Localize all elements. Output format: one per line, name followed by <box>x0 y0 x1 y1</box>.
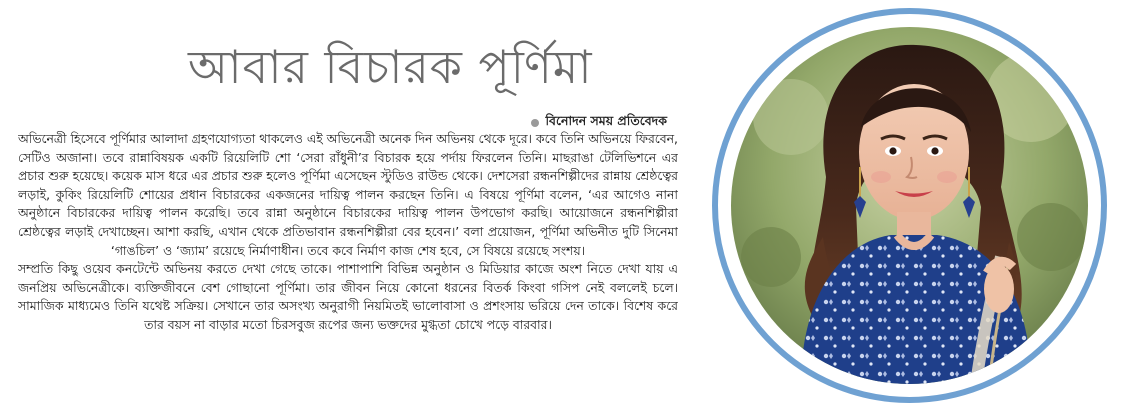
article-paragraph-2: সম্প্রতি কিছু ওয়েব কনটেন্টে অভিনয় করতে দেখা গেছে তাকে। পাশাপাশি বিভিন্ন অনুষ্ঠান ও মিডিয়ার কাজে অংশ নিতে দেখা যায় এ জনপ্রিয় অভিনেত্রীকে। ব্যক্তিজীবনে বেশ গোছানো পূর্ণিমা। তার জীবন নিয়ে কোনো ধরনের বিতর্ক কিংবা গসিপ নেই বললেই চলে। সামাজিক মাধ্যমেও তিনি যথেষ্ট সক্রিয়। সেখানে তার অসংখ্য অনুরাগী নিয়মিতই ভালোবাসা ও প্রশংসায় ভরিয়ে দেন তাকে। বিশেষ করে তার বয়স না বাড়ার মতো চিরসবুজ রূপের জন্য ভক্তদের মুগ্ধতা চোখে পড়ে বারবার। <box>18 261 678 332</box>
headline: আবার বিচারক পূর্ণিমা <box>188 40 593 94</box>
portrait-illustration <box>731 27 1088 384</box>
photo-frame <box>712 8 1107 403</box>
bullet-icon <box>531 119 539 127</box>
portrait-photo <box>731 27 1088 384</box>
article-body <box>18 130 678 392</box>
article-paragraph-1: অভিনেত্রী হিসেবে পূর্ণিমার আলাদা গ্রহণযোগ্যতা থাকলেও এই অভিনেত্রী অনেক দিন অভিনয় থেকে দূরে। কবে তিনি অভিনয়ে ফিরবেন, সেটিও অজানা। তবে রান্নাবিষয়ক একটি রিয়েলিটি শো ‘সেরা রাঁধুনী’র বিচারক হয়ে পর্দায় ফিরলেন তিনি। মাছরাঙা টেলিভিশনে এর প্রচার শুরু হয়েছে। কয়েক মাস ধরে এর প্রচার শুরু হলেও পূর্ণিমা এসেছেন স্টুডিও রাউন্ড থেকে। দেশসেরা রন্ধনশিল্পীদের রান্নায় শ্রেষ্ঠত্বের লড়াই, কুকিং রিয়েলিটি শোয়ের প্রধান বিচারকের একজনের দায়িত্ব পালন করছেন তিনি। এ বিষয়ে পূর্ণিমা বলেন, ‘এর আগেও নানা অনুষ্ঠানে বিচারকের দায়িত্ব পালন করেছি। তবে রান্না অনুষ্ঠানে বিচারকের দায়িত্ব পালন উপভোগ করছি। আয়োজনে রন্ধনশিল্পীরা শ্রেষ্ঠত্বের লড়াই দেখাচ্ছেন। আশা করছি, এখান থেকে প্রতিভাবান রন্ধনশিল্পীরা বের হবেন।’ বলা প্রয়োজন, পূর্ণিমা অভিনীত দুটি সিনেমা ‘গাঙচিল’ ও ‘জ্যাম’ রয়েছে নির্মাণাধীন। তবে কবে নির্মাণ কাজ শেষ হবে, সে বিষয়ে রয়েছে সংশয়। <box>18 131 678 258</box>
byline-text: বিনোদন সময় প্রতিবেদক <box>545 113 667 128</box>
